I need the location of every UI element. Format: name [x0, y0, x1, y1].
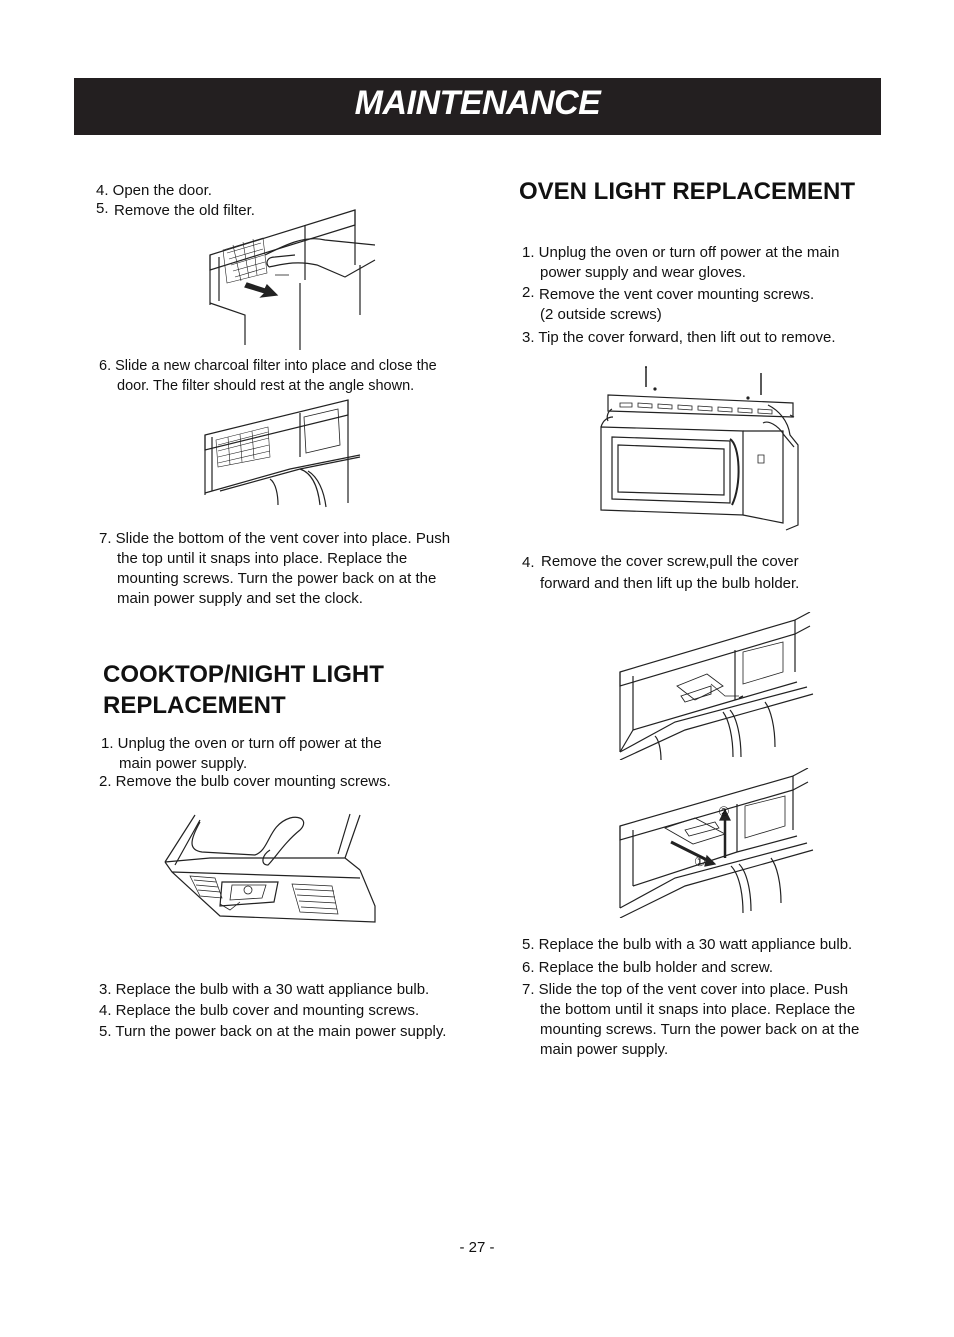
- oven-step-2-line-2: (2 outside screws): [540, 306, 662, 323]
- filter-step-7-line-4: main power supply and set the clock.: [117, 590, 363, 607]
- oven-step-2: Remove the vent cover mounting screws.: [539, 286, 815, 303]
- oven-step-4-line-1: Remove the cover screw,pull the cover: [541, 553, 799, 570]
- oven-step-7-line-3: mounting screws. Turn the power back on at the: [540, 1021, 860, 1038]
- oven-step-7-line-1: 7. Slide the top of the vent cover into place. Push: [522, 981, 849, 998]
- filter-step-7-line-2: the top until it snaps into place. Replace the: [117, 550, 408, 567]
- oven-step-4-line-2: forward and then lift up the bulb holder.: [540, 575, 800, 592]
- filter-step-7-line-1: 7. Slide the bottom of the vent cover into place. Push: [99, 530, 451, 547]
- cooktop-step-2: 2. Remove the bulb cover mounting screws.: [99, 773, 391, 790]
- cooktop-light-illustration: [160, 810, 380, 925]
- vent-cover-removal-illustration: [598, 365, 803, 535]
- oven-step-7-line-4: main power supply.: [540, 1041, 669, 1058]
- oven-step-5: 5. Replace the bulb with a 30 watt appliance bulb.: [522, 936, 853, 953]
- oven-step-6: 6. Replace the bulb holder and screw.: [522, 959, 773, 976]
- filter-step-7-line-3: mounting screws. Turn the power back on at the: [117, 570, 437, 587]
- remove-filter-illustration: [205, 205, 380, 350]
- oven-step-1-line-1: 1. Unplug the oven or turn off power at the main: [522, 244, 840, 261]
- oven-step-2-number: 2.: [522, 284, 535, 301]
- header-banner: [74, 78, 881, 135]
- page-number: - 27 -: [459, 1239, 495, 1256]
- cooktop-step-3: 3. Replace the bulb with a 30 watt appliance bulb.: [99, 981, 430, 998]
- oven-step-7-line-2: the bottom until it snaps into place. Replace the: [540, 1001, 856, 1018]
- cooktop-step-5: 5. Turn the power back on at the main power supply.: [99, 1023, 447, 1040]
- callout-2: ②: [718, 804, 730, 819]
- filter-installed-illustration: [200, 395, 365, 513]
- cooktop-step-1-line-2: main power supply.: [119, 755, 248, 772]
- filter-step-4: 4. Open the door.: [96, 182, 212, 199]
- cooktop-heading-line-2: REPLACEMENT: [103, 692, 286, 719]
- cooktop-step-1-line-1: 1. Unplug the oven or turn off power at the: [101, 735, 382, 752]
- bulb-holder-illustration-lower: [615, 768, 815, 918]
- filter-step-6-line-1: 6. Slide a new charcoal filter into place and close the: [99, 358, 437, 374]
- oven-step-4-number: 4.: [522, 554, 535, 571]
- oven-step-3: 3. Tip the cover forward, then lift out to remove.: [522, 329, 836, 346]
- bulb-holder-illustration-upper: [615, 612, 815, 760]
- filter-step-5: Remove the old filter.: [114, 202, 255, 219]
- oven-step-1-line-2: power supply and wear gloves.: [540, 264, 746, 281]
- filter-step-5-number: 5.: [96, 200, 109, 217]
- filter-step-6-line-2: door. The filter should rest at the angle shown.: [117, 378, 415, 394]
- cooktop-heading-line-1: COOKTOP/NIGHT LIGHT: [103, 661, 384, 688]
- callout-1: ①: [694, 854, 706, 869]
- page-title: MAINTENANCE: [354, 84, 601, 122]
- oven-light-heading: OVEN LIGHT REPLACEMENT: [519, 178, 856, 205]
- cooktop-step-4: 4. Replace the bulb cover and mounting screws.: [99, 1002, 420, 1019]
